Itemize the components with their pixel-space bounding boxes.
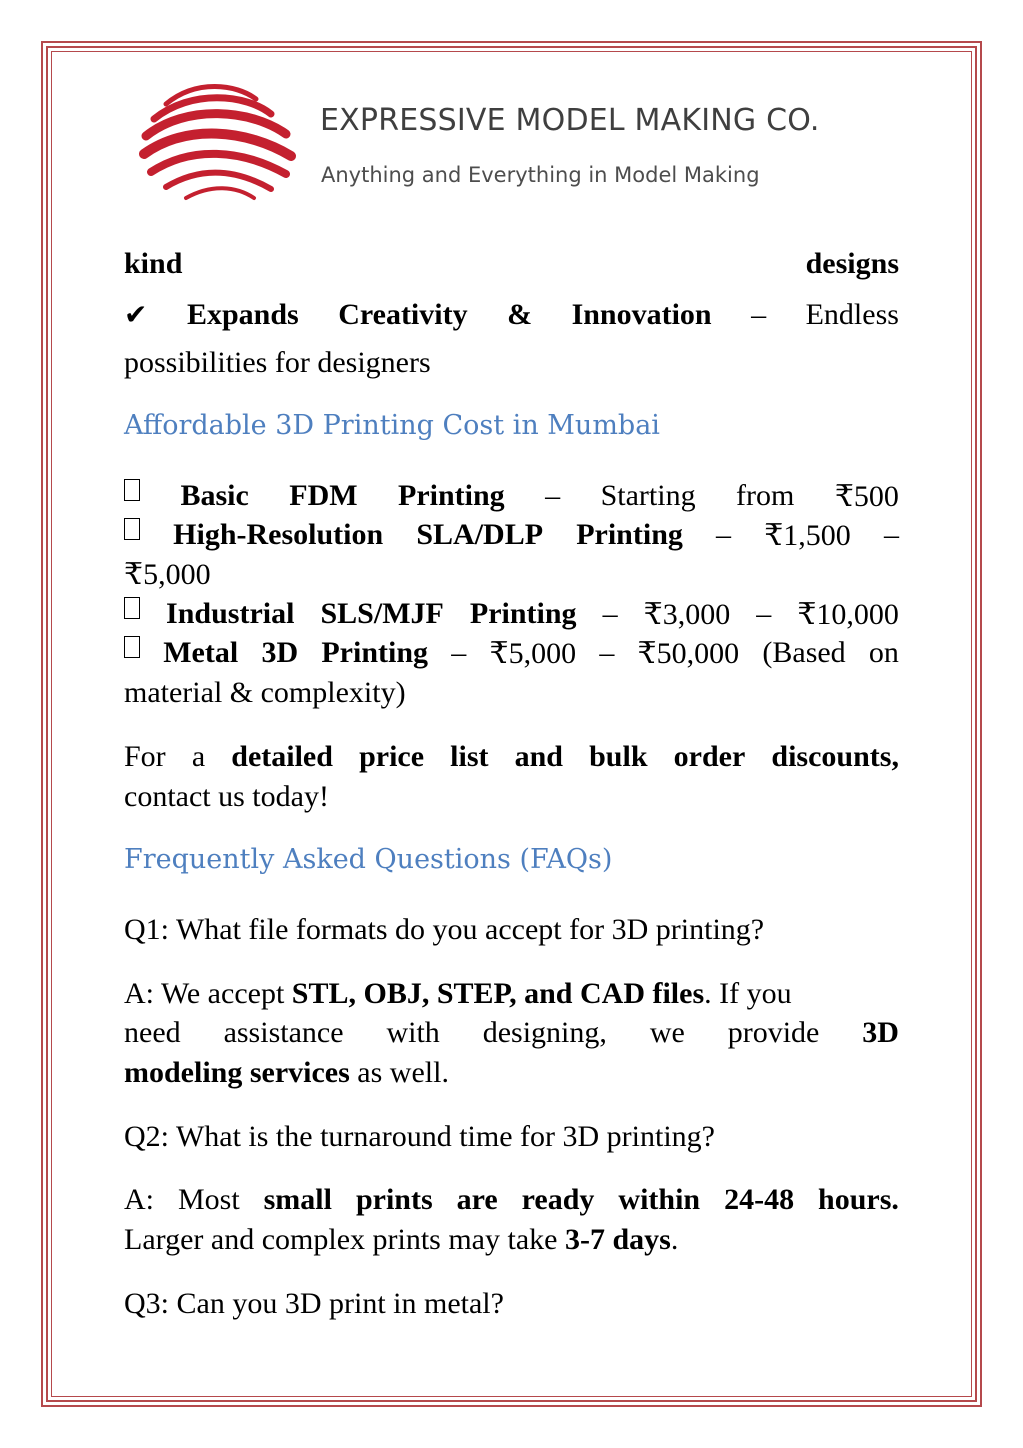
- check-icon: ✔: [124, 298, 148, 331]
- company-logo-icon: [136, 74, 301, 204]
- word: Metal: [163, 636, 239, 669]
- word: ₹1,500: [764, 519, 851, 552]
- word: 3D: [261, 636, 299, 669]
- word: Printing: [469, 597, 577, 630]
- word: on: [868, 636, 899, 669]
- faq-a2-line-1: [124, 1183, 899, 1217]
- word: (Based: [762, 636, 846, 669]
- faq-q2: Q2: What is the turnaround time for 3D printing?: [124, 1120, 715, 1153]
- cost-heading: Affordable 3D Printing Cost in Mumbai: [124, 410, 660, 441]
- word: a: [191, 740, 206, 773]
- word: ₹5,000: [489, 637, 577, 670]
- faq-q1: Q1: What file formats do you accept for 3D printing?: [124, 913, 765, 946]
- word: detailed: [231, 740, 333, 773]
- word: Printing: [576, 518, 683, 551]
- word: –: [599, 636, 615, 669]
- bullet-icon: [124, 518, 140, 540]
- intro-line-2: [124, 298, 899, 332]
- price-list-para-line-1: [124, 740, 899, 774]
- word: Endless: [805, 298, 899, 331]
- intro-word-kind: kind: [124, 247, 183, 280]
- word: Innovation: [571, 298, 712, 331]
- word: Printing: [321, 636, 429, 669]
- faq-a2-line-2: [124, 1223, 899, 1257]
- text-run-bold: 3-7 days: [564, 1223, 671, 1256]
- text-run: . If you: [704, 977, 792, 1010]
- word: –: [716, 518, 732, 551]
- intro-word-designs: designs: [805, 247, 899, 280]
- price-metal-cont: material & complexity): [124, 676, 406, 709]
- word: bulk: [589, 740, 648, 773]
- word: –: [883, 518, 899, 551]
- word: price: [359, 740, 425, 773]
- bullet-icon: [124, 597, 140, 619]
- price-sls-mjf: [124, 597, 899, 632]
- company-tagline: Anything and Everything in Model Making: [321, 163, 760, 187]
- bullet-icon: [124, 479, 140, 501]
- word: designing,: [482, 1016, 607, 1049]
- word: Expands: [186, 298, 299, 331]
- word: from: [736, 479, 795, 512]
- word: Basic: [180, 479, 249, 512]
- faq-q3: Q3: Can you 3D print in metal?: [124, 1287, 504, 1320]
- price-sla-dlp: [124, 518, 899, 553]
- text-run: as well.: [349, 1056, 449, 1089]
- company-name: EXPRESSIVE MODEL MAKING CO.: [320, 103, 820, 138]
- word: order: [673, 740, 746, 773]
- word: SLS/MJF: [320, 597, 444, 630]
- intro-line-1: [124, 247, 899, 281]
- word: A:: [124, 1183, 154, 1216]
- word: small: [263, 1183, 332, 1216]
- word: ready: [521, 1183, 595, 1216]
- word: are: [456, 1183, 498, 1216]
- word: High-Resolution: [173, 518, 384, 551]
- text-run: Larger and complex prints may take: [124, 1223, 565, 1256]
- word: SLA/DLP: [416, 518, 544, 551]
- word: provide: [727, 1016, 820, 1049]
- word: –: [751, 298, 767, 331]
- word: discounts,: [771, 740, 899, 773]
- word: 3D: [862, 1016, 899, 1049]
- price-list-para-line-2: contact us today!: [124, 780, 329, 813]
- faq-heading: Frequently Asked Questions (FAQs): [124, 844, 613, 875]
- text-run-bold: modeling services: [124, 1056, 350, 1089]
- word: ₹3,000: [643, 598, 731, 631]
- text-run: .: [670, 1223, 679, 1256]
- word: hours.: [818, 1183, 899, 1216]
- faq-a1-line-3: [124, 1056, 899, 1090]
- word: list: [450, 740, 489, 773]
- word: Printing: [398, 479, 505, 512]
- word: Most: [177, 1183, 240, 1216]
- word: Creativity: [338, 298, 468, 331]
- price-sla-dlp-cont: ₹5,000: [124, 558, 211, 591]
- word: prints: [355, 1183, 433, 1216]
- word: ₹50,000: [637, 637, 740, 670]
- word: Starting: [600, 479, 696, 512]
- word: assistance: [223, 1016, 344, 1049]
- word: with: [386, 1016, 440, 1049]
- word: 24-48: [724, 1183, 795, 1216]
- word: –: [602, 597, 618, 630]
- intro-line-3: possibilities for designers: [124, 346, 431, 379]
- word: FDM: [289, 479, 358, 512]
- word: ₹500: [834, 480, 899, 513]
- word: For: [124, 740, 166, 773]
- price-basic-fdm: [124, 479, 899, 514]
- faq-a1-line-2: [124, 1016, 899, 1050]
- word: ₹10,000: [797, 598, 899, 631]
- word: and: [514, 740, 563, 773]
- faq-a1-line-1: [124, 977, 899, 1011]
- word: –: [451, 636, 467, 669]
- word: –: [545, 479, 561, 512]
- word: –: [756, 597, 772, 630]
- word: we: [649, 1016, 685, 1049]
- text-run-bold: STL, OBJ, STEP, and CAD files: [291, 977, 705, 1010]
- bullet-icon: [124, 636, 140, 658]
- word: &: [507, 298, 533, 331]
- word: need: [124, 1016, 181, 1049]
- word: within: [618, 1183, 701, 1216]
- word: Industrial: [166, 597, 295, 630]
- text-run: A: We accept: [124, 977, 292, 1010]
- intro-line-2-left: [124, 298, 147, 332]
- price-metal: [124, 636, 899, 671]
